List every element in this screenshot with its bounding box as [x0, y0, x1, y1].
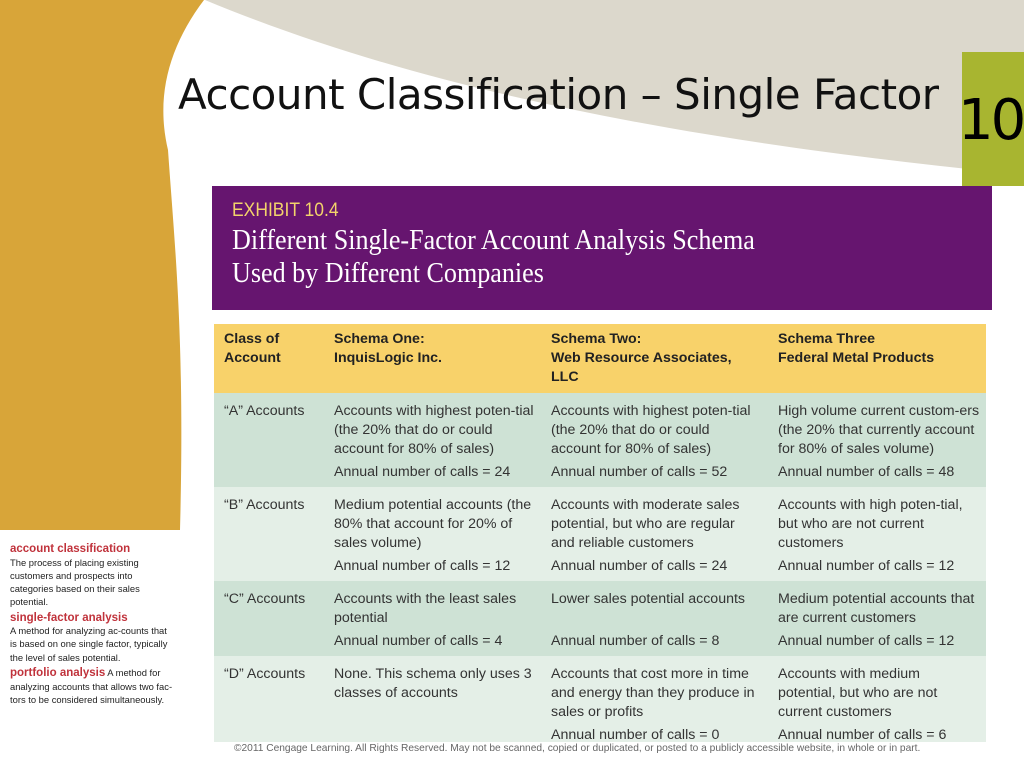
header-schema-one-line-2: InquisLogic Inc. [334, 350, 442, 366]
chapter-number: 10 [958, 88, 1024, 153]
mustard-swoosh [0, 0, 204, 530]
glossary-term: account classification [10, 543, 131, 555]
copyright-notice: ©2011 Cengage Learning. All Rights Reserved. May not be scanned, copied or duplicated, or posted to a publicly accessible website, in whole or in part. [234, 743, 921, 754]
class-cell: “A” Accounts [214, 399, 324, 463]
glossary-definition: A method for analyzing accounts that allows two fac-tors to be considered simultaneously. [10, 667, 173, 705]
calls-three-cell: Annual number of calls = 48 [768, 463, 986, 487]
glossary-sidebar [0, 533, 180, 768]
class-cell: “B” Accounts [214, 493, 324, 557]
table-row-calls [214, 632, 986, 656]
schema-one-cell: Medium potential accounts (the 80% that account for 20% of sales volume) [324, 493, 541, 557]
schema-one-cell: Accounts with the least sales potential [324, 587, 541, 632]
table-row-calls [214, 726, 986, 742]
glossary-entry [10, 542, 174, 609]
schema-three-cell: Accounts with high poten-tial, but who are not current customers [768, 493, 986, 557]
exhibit-panel [212, 186, 992, 742]
calls-one-cell: Annual number of calls = 24 [324, 463, 541, 487]
schema-table [214, 324, 986, 742]
exhibit-header [212, 186, 992, 310]
table-row [214, 587, 986, 632]
class-cell-empty [214, 557, 324, 581]
glossary-entry [10, 611, 174, 664]
table-row-calls [214, 557, 986, 581]
class-cell-empty [214, 726, 324, 742]
glossary-definition: The process of placing existing customers and prospects into categories based on their sales potential. [10, 556, 140, 608]
table-row [214, 662, 986, 726]
calls-two-cell: Annual number of calls = 52 [541, 463, 768, 487]
calls-one-cell: Annual number of calls = 4 [324, 632, 541, 656]
header-schema-two [541, 324, 768, 393]
header-schema-one [324, 324, 541, 393]
schema-three-cell: High volume current custom-ers (the 20% that currently account for 80% of sales volume) [768, 399, 986, 463]
calls-three-cell: Annual number of calls = 12 [768, 557, 986, 581]
header-schema-three-line-1: Schema Three [778, 331, 875, 347]
schema-one-cell: Accounts with highest poten-tial (the 20% that do or could account for 80% of sales) [324, 399, 541, 463]
schema-one-cell: None. This schema only uses 3 classes of accounts [324, 662, 541, 726]
table-row-calls [214, 463, 986, 487]
header-class-line-2: Account [224, 350, 281, 366]
class-cell: “C” Accounts [214, 587, 324, 632]
glossary-definition: A method for analyzing ac-counts that is based on one single factor, typically the level of sales potential. [10, 625, 168, 663]
exhibit-title-line-2: Used by Different Companies [232, 257, 544, 289]
calls-one-cell [324, 726, 541, 742]
schema-three-cell: Medium potential accounts that are current customers [768, 587, 986, 632]
header-class-line-1: Class of [224, 331, 280, 347]
header-schema-one-line-1: Schema One: [334, 331, 425, 347]
calls-one-cell: Annual number of calls = 12 [324, 557, 541, 581]
table-header-row [214, 324, 986, 393]
schema-three-cell: Accounts with medium potential, but who are not current customers [768, 662, 986, 726]
class-cell-empty [214, 632, 324, 656]
glossary-term: single-factor analysis [10, 611, 128, 624]
header-class [214, 324, 324, 393]
header-schema-three [768, 324, 986, 393]
schema-two-cell: Accounts with highest poten-tial (the 20% that do or could account for 80% of sales) [541, 399, 768, 463]
class-cell: “D” Accounts [214, 662, 324, 726]
exhibit-number: EXHIBIT 10.4 [232, 200, 339, 221]
exhibit-title [232, 224, 755, 290]
class-cell-empty [214, 463, 324, 487]
schema-two-cell: Accounts that cost more in time and energy than they produce in sales or profits [541, 662, 768, 726]
glossary-entry [10, 666, 174, 706]
table-row [214, 399, 986, 463]
header-schema-three-line-2: Federal Metal Products [778, 350, 935, 366]
exhibit-title-line-1: Different Single-Factor Account Analysis Schema [232, 224, 755, 256]
table-row [214, 493, 986, 557]
schema-two-cell: Lower sales potential accounts [541, 587, 768, 632]
calls-two-cell: Annual number of calls = 24 [541, 557, 768, 581]
calls-two-cell: Annual number of calls = 8 [541, 632, 768, 656]
header-schema-two-line-1: Schema Two: [551, 331, 642, 347]
slide-title: Account Classification – Single Factor [178, 70, 939, 119]
calls-three-cell: Annual number of calls = 6 [768, 726, 986, 742]
glossary-term: portfolio analysis [10, 667, 106, 680]
calls-two-cell: Annual number of calls = 0 [541, 726, 768, 742]
schema-two-cell: Accounts with moderate sales potential, but who are regular and reliable customers [541, 493, 768, 557]
header-schema-two-line-2: Web Resource Associates, LLC [551, 350, 732, 385]
calls-three-cell: Annual number of calls = 12 [768, 632, 986, 656]
